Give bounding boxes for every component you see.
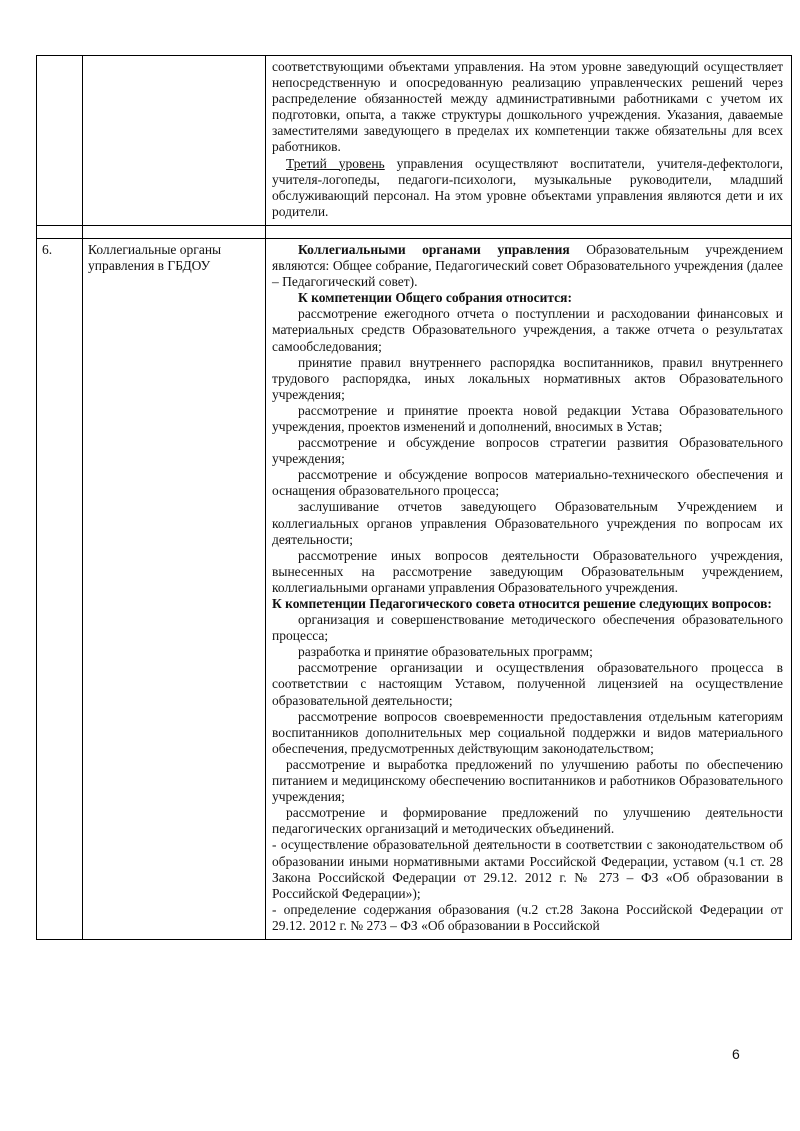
list-item: рассмотрение ежегодного отчета о поступлении и расходовании финансовых и материальных средств Образовательного учреждения, а также отчета о результатах самообследования; <box>272 306 783 354</box>
list-item: рассмотрение и выработка предложений по улучшению работы по обеспечению питанием и медицинскому обеспечению воспитанников и работников Образовательного учреждения; <box>272 756 783 805</box>
description-cell <box>266 56 792 226</box>
list-item: - осуществление образовательной деятельности в соответствии с законодательством об образовании иными нормативными актами Российской Федерации, уставом (ч.1 ст. 28 Закона Российской Федерации от 29.12. 2012 г. № 273 – ФЗ «Об образовании в Российской Федерации»); <box>272 837 783 901</box>
name-cell <box>83 56 266 226</box>
list-item: рассмотрение иных вопросов деятельности Образовательного учреждения, вынесенных на рассмотрение заведующим Образовательным учреждением, коллегиальными органами управления Образовательного учреждения. <box>272 547 783 595</box>
third-level-text: управления осуществляют воспитатели, учителя-дефектологи, учителя-логопеды, педагоги-психологи, музыкальные руководители, младший обслуживающий персонал. На этом уровне объектами управления являются дети и их родители. <box>272 155 784 219</box>
list-item: заслушивание отчетов заведующего Образовательным Учреждением и коллегиальных органов управления Образовательного учреждения по вопросам их деятельности; <box>272 499 783 547</box>
table-row-6 <box>37 238 792 939</box>
general-assembly-heading: К компетенции Общего собрания относится: <box>298 290 572 306</box>
description-cell <box>266 238 792 939</box>
pedagogical-council-heading: К компетенции Педагогического совета относится решение следующих вопросов: <box>272 596 772 611</box>
row-name: Коллегиальные органы управления в ГБДОУ <box>88 241 222 274</box>
row-number: 6. <box>42 241 53 257</box>
content-table <box>36 55 792 940</box>
number-cell <box>37 238 83 939</box>
list-item: принятие правил внутреннего распорядка воспитанников, правил внутреннего трудового распорядка, иных локальных нормативных актов Образовательного учреждения; <box>272 354 783 402</box>
list-item: рассмотрение и обсуждение вопросов стратегии развития Образовательного учреждения; <box>272 435 783 467</box>
list-item: рассмотрение и принятие проекта новой редакции Устава Образовательного учреждения, проектов изменений и дополнений, вносимых в Устав; <box>272 402 783 434</box>
third-level-paragraph <box>272 156 783 220</box>
third-level-term: Третий уровень <box>286 155 385 171</box>
list-item: - определение содержания образования (ч.2 ст.28 Закона Российской Федерации от 29.12. 2012 г. № 273 – ФЗ «Об образовании в Российской <box>272 901 783 933</box>
list-item: разработка и принятие образовательных программ; <box>298 644 593 660</box>
intro-text: Образовательным учреждением являются: Общее собрание, Педагогический совет Образовательного учреждения (далее – Педагогический совет). <box>272 241 784 290</box>
intro-paragraph <box>272 242 783 290</box>
number-cell <box>37 56 83 226</box>
list-item: рассмотрение и обсуждение вопросов материально-технического обеспечения и оснащения образовательного процесса; <box>272 467 783 499</box>
list-item: рассмотрение и формирование предложений по улучшению деятельности педагогических организаций и методических объединений. <box>272 805 783 837</box>
table-row-spacer <box>37 225 792 238</box>
name-cell <box>83 238 266 939</box>
table-row-top <box>37 56 792 226</box>
page-number: 6 <box>732 1046 740 1062</box>
intro-bold: Коллегиальными органами управления <box>298 241 570 257</box>
management-paragraph: соответствующими объектами управления. На этом уровне заведующий осуществляет непосредственную и опосредованную реализацию управленческих решений через распределение обязанностей между административными работниками с учетом их подготовки, опыта, а также структуры дошкольного учреждения. Указания, даваемые заместителями заведующего в пределах их компетенции также обязательны для всех работников. <box>272 59 783 155</box>
list-item: рассмотрение вопросов своевременности предоставления отдельным категориям воспитанников дополнительных мер социальной поддержки и видов материального обеспечения, предусмотренных действующим законодательством; <box>272 708 783 756</box>
list-item: рассмотрение организации и осуществления образовательного процесса в соответствии с настоящим Уставом, полученной лицензией на осуществление образовательной деятельности; <box>272 660 783 708</box>
list-item: организация и совершенствование методического обеспечения образовательного процесса; <box>272 612 783 644</box>
